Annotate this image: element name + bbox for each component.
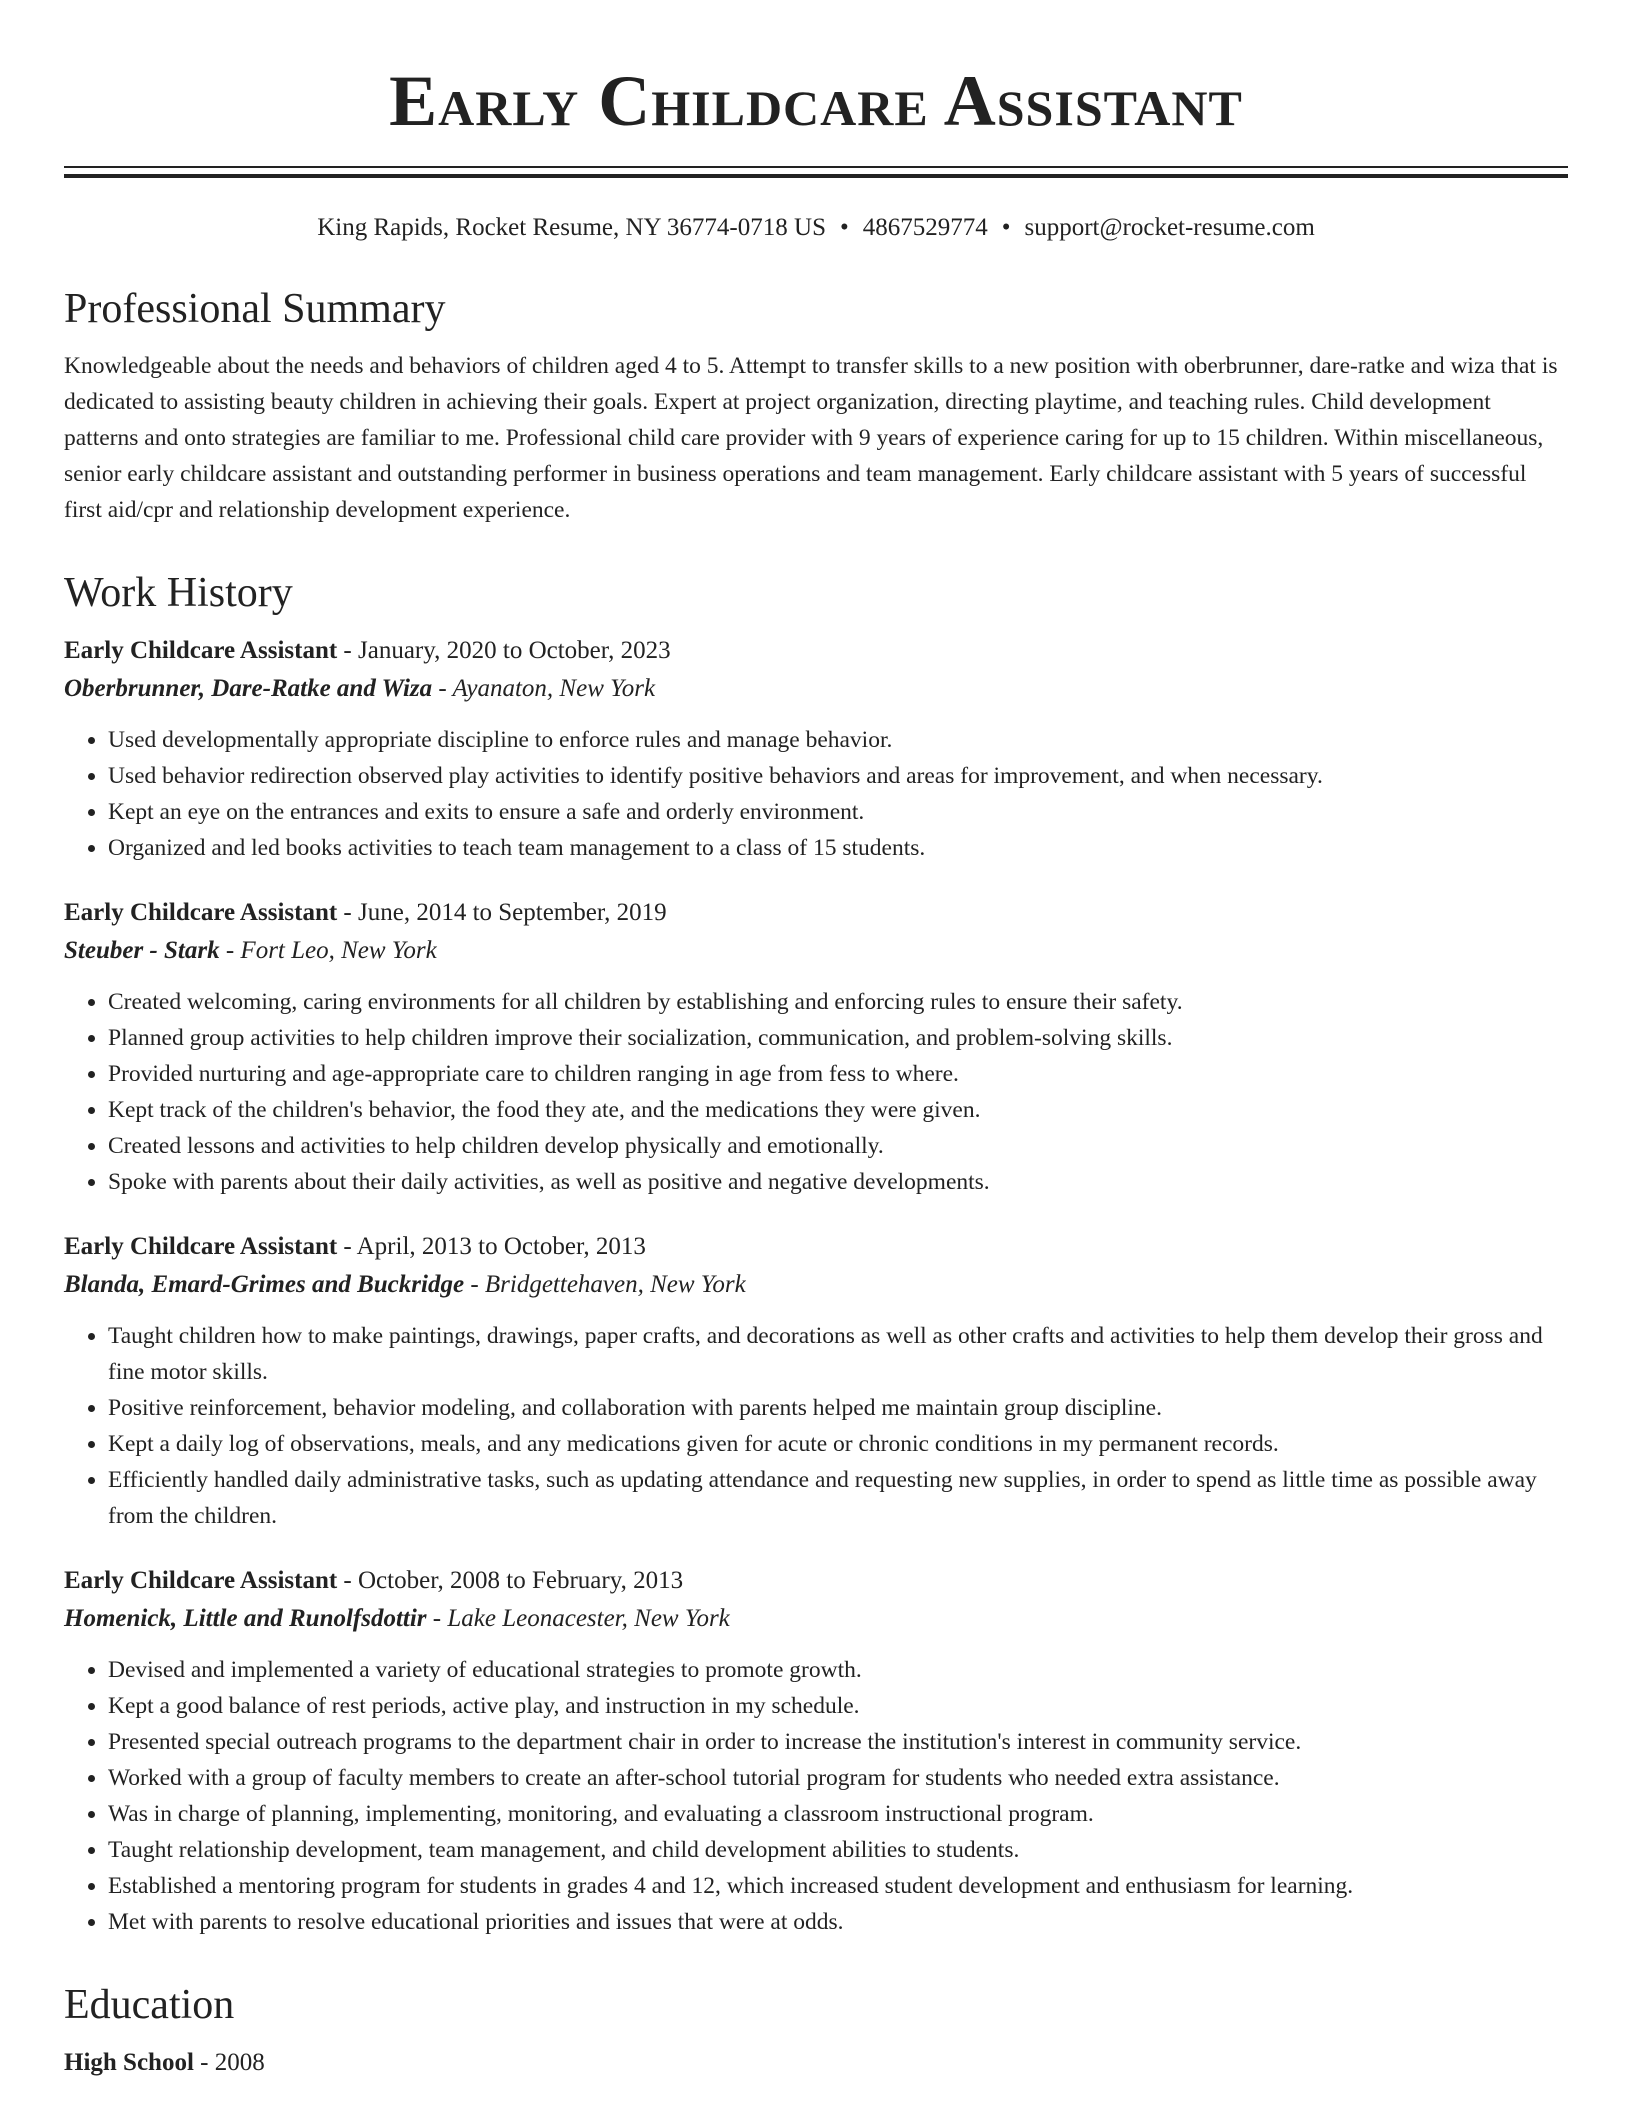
job-bullet: • Was in charge of planning, implementing, monitoring, and evaluating a classroom instructional program.: [108, 1796, 1568, 1832]
job-company-line: [64, 932, 1568, 970]
contact-line: [64, 212, 1568, 244]
job-bullet: • Kept a daily log of observations, meals, and any medications given for acute or chronic conditions in my permanent records.: [108, 1426, 1568, 1462]
education-year: - 2008: [193, 2049, 265, 2076]
job-role: Early Childcare Assistant: [64, 1567, 338, 1594]
job-bullet: • Kept an eye on the entrances and exits to ensure a safe and orderly environment.: [108, 794, 1568, 830]
job-entry: [64, 894, 1568, 1200]
job-title-line: [64, 1228, 1568, 1266]
job-bullet-list: [64, 984, 1568, 1200]
job-bullet: • Established a mentoring program for students in grades 4 and 12, which increased student development and enthusiasm for learning.: [108, 1868, 1568, 1904]
job-bullet: • Used developmentally appropriate discipline to enforce rules and manage behavior.: [108, 722, 1568, 758]
job-bullet: • Taught relationship development, team management, and child development abilities to students.: [108, 1832, 1568, 1868]
contact-separator: •: [839, 214, 849, 241]
job-company: Homenick, Little and Runolfsdottir: [64, 1605, 427, 1632]
contact-phone: 4867529774: [862, 214, 988, 241]
job-entry: [64, 632, 1568, 866]
title-divider: [64, 166, 1568, 178]
job-bullet: • Devised and implemented a variety of educational strategies to promote growth.: [108, 1652, 1568, 1688]
job-bullet: • Kept track of the children's behavior, the food they ate, and the medications they were given.: [108, 1092, 1568, 1128]
job-role: Early Childcare Assistant: [64, 899, 338, 926]
job-bullet: • Taught children how to make paintings, drawings, paper crafts, and decorations as well as other crafts and activities to help them develop their gross and fine motor skills.: [108, 1318, 1568, 1390]
job-bullet: • Met with parents to resolve educational priorities and issues that were at odds.: [108, 1904, 1568, 1940]
job-bullet: • Used behavior redirection observed play activities to identify positive behaviors and areas for improvement, and when necessary.: [108, 758, 1568, 794]
job-title-line: [64, 1562, 1568, 1600]
contact-address: King Rapids, Rocket Resume, NY 36774-0718 US: [317, 214, 826, 241]
job-dates: - October, 2008 to February, 2013: [337, 1567, 684, 1594]
job-bullet: • Worked with a group of faculty members to create an after-school tutorial program for students who needed extra assistance.: [108, 1760, 1568, 1796]
job-company: Blanda, Emard-Grimes and Buckridge: [64, 1271, 465, 1298]
job-location: - Lake Leonacester, New York: [426, 1605, 730, 1632]
job-bullet-list: [64, 1318, 1568, 1534]
job-dates: - January, 2020 to October, 2023: [337, 637, 671, 664]
job-bullet-list: [64, 1652, 1568, 1940]
job-bullet: • Planned group activities to help children improve their socialization, communication, and problem-solving skills.: [108, 1020, 1568, 1056]
job-role: Early Childcare Assistant: [64, 637, 338, 664]
summary-heading: Professional Summary: [64, 286, 446, 332]
summary-text: Knowledgeable about the needs and behaviors of children aged 4 to 5. Attempt to transfer skills to a new position with oberbrunner, dare-ratke and wiza that is dedicated to assisting beauty children in achieving their goals. Expert at project organization, directing playtime, and teaching rules. Child development patterns and onto strategies are familiar to me. Professional child care provider with 9 years of experience caring for up to 15 children. Within miscellaneous, senior early childcare assistant and outstanding performer in business operations and team management. Early childcare assistant with 5 years of successful first aid/cpr and relationship development experience.: [64, 353, 1558, 523]
divider-thin-line: [64, 166, 1568, 168]
job-bullet: • Efficiently handled daily administrative tasks, such as updating attendance and requesting new supplies, in order to spend as little time as possible away from the children.: [108, 1462, 1568, 1534]
resume-title: Early Childcare Assistant: [389, 61, 1243, 141]
job-dates: - June, 2014 to September, 2019: [337, 899, 667, 926]
job-company-line: [64, 1600, 1568, 1638]
education-heading: Education: [64, 1982, 235, 2028]
education-school: High School: [64, 2049, 194, 2076]
job-bullet-list: [64, 722, 1568, 866]
job-bullet: • Kept a good balance of rest periods, active play, and instruction in my schedule.: [108, 1688, 1568, 1724]
job-bullet: • Created lessons and activities to help children develop physically and emotionally.: [108, 1128, 1568, 1164]
job-bullet: • Positive reinforcement, behavior modeling, and collaboration with parents helped me maintain group discipline.: [108, 1390, 1568, 1426]
job-company: Oberbrunner, Dare-Ratke and Wiza: [64, 675, 433, 702]
job-company-line: [64, 670, 1568, 708]
divider-thick-line: [64, 174, 1568, 178]
job-title-line: [64, 894, 1568, 932]
education-entry: [64, 2044, 1568, 2082]
job-location: - Ayanaton, New York: [432, 675, 656, 702]
job-bullet: • Organized and led books activities to teach team management to a class of 15 students.: [108, 830, 1568, 866]
job-role: Early Childcare Assistant: [64, 1233, 338, 1260]
contact-separator: •: [1001, 214, 1011, 241]
job-bullet: • Spoke with parents about their daily activities, as well as positive and negative developments.: [108, 1164, 1568, 1200]
job-location: - Fort Leo, New York: [219, 937, 437, 964]
job-company-line: [64, 1266, 1568, 1304]
job-location: - Bridgettehaven, New York: [464, 1271, 746, 1298]
job-title-line: [64, 632, 1568, 670]
job-bullet: • Created welcoming, caring environments for all children by establishing and enforcing rules to ensure their safety.: [108, 984, 1568, 1020]
work-history-heading: Work History: [64, 570, 293, 616]
job-entry: [64, 1562, 1568, 1940]
job-bullet: • Presented special outreach programs to the department chair in order to increase the institution's interest in community service.: [108, 1724, 1568, 1760]
job-entry: [64, 1228, 1568, 1534]
job-company: Steuber - Stark: [64, 937, 220, 964]
contact-email: support@rocket-resume.com: [1024, 214, 1315, 241]
job-bullet: • Provided nurturing and age-appropriate care to children ranging in age from fess to where.: [108, 1056, 1568, 1092]
job-dates: - April, 2013 to October, 2013: [337, 1233, 646, 1260]
